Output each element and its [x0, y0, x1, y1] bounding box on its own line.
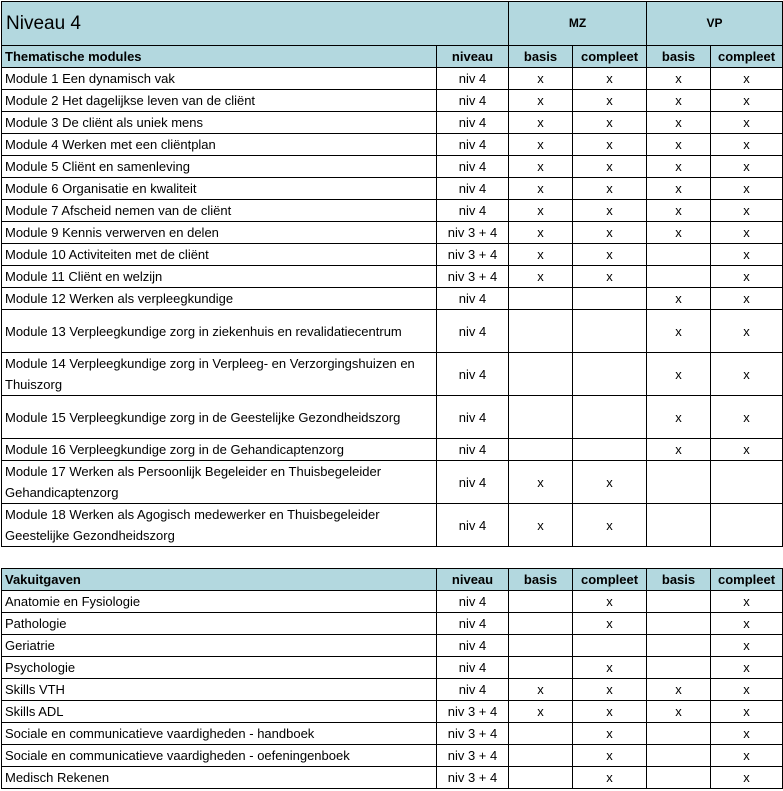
- row-name: Medisch Rekenen: [2, 767, 437, 789]
- row-name: Module 3 De cliënt als uniek mens: [2, 112, 437, 134]
- page-title: Niveau 4: [2, 2, 509, 46]
- row-vp-compleet-mark: x: [711, 353, 783, 396]
- row-mz-compleet-mark: [573, 396, 647, 439]
- row-name: Module 12 Werken als verpleegkundige: [2, 288, 437, 310]
- row-mz-compleet-mark: x: [573, 461, 647, 504]
- table-row: [2, 90, 783, 112]
- row-mz-compleet-mark: x: [573, 723, 647, 745]
- row-mz-compleet-mark: x: [573, 112, 647, 134]
- table-row: [2, 439, 783, 461]
- row-vp-basis-mark: [647, 657, 711, 679]
- row-niveau: niv 3 + 4: [437, 266, 509, 288]
- row-name: Anatomie en Fysiologie: [2, 591, 437, 613]
- table-row: [2, 723, 783, 745]
- row-vp-basis-mark: x: [647, 178, 711, 200]
- row-mz-compleet-mark: x: [573, 767, 647, 789]
- row-mz-compleet-mark: [573, 288, 647, 310]
- row-niveau: niv 3 + 4: [437, 745, 509, 767]
- row-mz-basis-mark: [509, 310, 573, 353]
- group-vp-header: VP: [647, 2, 783, 46]
- row-vp-compleet-mark: [711, 461, 783, 504]
- row-mz-compleet-mark: x: [573, 68, 647, 90]
- row-name: Skills VTH: [2, 679, 437, 701]
- row-name: Geriatrie: [2, 635, 437, 657]
- row-niveau: niv 3 + 4: [437, 222, 509, 244]
- row-mz-compleet-mark: [573, 310, 647, 353]
- row-niveau: niv 4: [437, 68, 509, 90]
- row-niveau: niv 4: [437, 200, 509, 222]
- row-vp-basis-mark: x: [647, 222, 711, 244]
- row-name: Module 18 Werken als Agogisch medewerker en Thuisbegeleider Geestelijke Gezondheidszorg: [2, 504, 437, 547]
- mz-compleet-column-header: compleet: [573, 569, 647, 591]
- section1-header-row: [2, 46, 783, 68]
- mz-basis-column-header: basis: [509, 46, 573, 68]
- table-row: [2, 178, 783, 200]
- table-row: [2, 244, 783, 266]
- row-niveau: niv 4: [437, 439, 509, 461]
- row-mz-basis-mark: [509, 657, 573, 679]
- row-mz-basis-mark: x: [509, 178, 573, 200]
- niveau-4-table: [1, 1, 783, 789]
- row-vp-compleet-mark: x: [711, 244, 783, 266]
- row-name: Module 7 Afscheid nemen van de cliënt: [2, 200, 437, 222]
- row-vp-compleet-mark: x: [711, 679, 783, 701]
- row-mz-basis-mark: x: [509, 68, 573, 90]
- row-mz-compleet-mark: x: [573, 613, 647, 635]
- table-row: [2, 504, 783, 547]
- row-vp-basis-mark: x: [647, 288, 711, 310]
- row-niveau: niv 4: [437, 90, 509, 112]
- row-niveau: niv 4: [437, 591, 509, 613]
- row-mz-basis-mark: x: [509, 134, 573, 156]
- section-spacer: [2, 547, 783, 569]
- row-vp-compleet-mark: x: [711, 68, 783, 90]
- row-mz-compleet-mark: x: [573, 701, 647, 723]
- row-vp-basis-mark: [647, 723, 711, 745]
- row-vp-basis-mark: x: [647, 353, 711, 396]
- row-mz-compleet-mark: x: [573, 679, 647, 701]
- table-row: [2, 200, 783, 222]
- row-vp-basis-mark: x: [647, 134, 711, 156]
- row-mz-basis-mark: [509, 591, 573, 613]
- spacer-cell: [2, 547, 783, 569]
- row-vp-basis-mark: [647, 266, 711, 288]
- row-name: Module 16 Verpleegkundige zorg in de Gehandicaptenzorg: [2, 439, 437, 461]
- table-row: [2, 635, 783, 657]
- table-row: [2, 657, 783, 679]
- row-vp-compleet-mark: x: [711, 266, 783, 288]
- row-name: Module 9 Kennis verwerven en delen: [2, 222, 437, 244]
- table-body: [2, 2, 783, 789]
- row-vp-compleet-mark: x: [711, 701, 783, 723]
- row-name: Module 10 Activiteiten met de cliënt: [2, 244, 437, 266]
- row-niveau: niv 4: [437, 613, 509, 635]
- row-vp-basis-mark: [647, 461, 711, 504]
- table-row: [2, 266, 783, 288]
- row-vp-compleet-mark: x: [711, 90, 783, 112]
- table-row: [2, 156, 783, 178]
- row-name: Skills ADL: [2, 701, 437, 723]
- row-mz-basis-mark: x: [509, 200, 573, 222]
- row-vp-basis-mark: x: [647, 200, 711, 222]
- row-vp-basis-mark: x: [647, 90, 711, 112]
- row-name: Psychologie: [2, 657, 437, 679]
- row-vp-compleet-mark: x: [711, 396, 783, 439]
- row-vp-basis-mark: x: [647, 679, 711, 701]
- row-mz-compleet-mark: [573, 635, 647, 657]
- row-niveau: niv 4: [437, 288, 509, 310]
- section2-header-row: [2, 569, 783, 591]
- section2-header: Vakuitgaven: [2, 569, 437, 591]
- row-name: Module 5 Cliënt en samenleving: [2, 156, 437, 178]
- table-row: [2, 613, 783, 635]
- row-mz-compleet-mark: x: [573, 178, 647, 200]
- row-mz-basis-mark: x: [509, 461, 573, 504]
- table-row: [2, 679, 783, 701]
- row-niveau: niv 3 + 4: [437, 723, 509, 745]
- row-mz-basis-mark: [509, 353, 573, 396]
- row-name: Module 11 Cliënt en welzijn: [2, 266, 437, 288]
- title-row: [2, 2, 783, 46]
- row-mz-basis-mark: x: [509, 156, 573, 178]
- row-vp-compleet-mark: x: [711, 635, 783, 657]
- table-row: [2, 745, 783, 767]
- row-vp-compleet-mark: x: [711, 723, 783, 745]
- row-mz-compleet-mark: x: [573, 591, 647, 613]
- row-name: Module 6 Organisatie en kwaliteit: [2, 178, 437, 200]
- row-vp-compleet-mark: x: [711, 288, 783, 310]
- table-row: [2, 461, 783, 504]
- vp-basis-column-header: basis: [647, 46, 711, 68]
- row-name: Sociale en communicatieve vaardigheden - oefeningenboek: [2, 745, 437, 767]
- mz-basis-column-header: basis: [509, 569, 573, 591]
- vp-compleet-column-header: compleet: [711, 46, 783, 68]
- row-mz-basis-mark: x: [509, 112, 573, 134]
- row-niveau: niv 4: [437, 396, 509, 439]
- table-row: [2, 222, 783, 244]
- table-row: [2, 68, 783, 90]
- table-row: [2, 288, 783, 310]
- row-vp-compleet-mark: x: [711, 178, 783, 200]
- row-vp-basis-mark: [647, 244, 711, 266]
- row-mz-basis-mark: x: [509, 701, 573, 723]
- vp-compleet-column-header: compleet: [711, 569, 783, 591]
- row-niveau: niv 3 + 4: [437, 244, 509, 266]
- row-vp-basis-mark: [647, 591, 711, 613]
- row-niveau: niv 4: [437, 112, 509, 134]
- row-mz-compleet-mark: [573, 439, 647, 461]
- table-row: [2, 112, 783, 134]
- row-mz-basis-mark: [509, 613, 573, 635]
- row-niveau: niv 4: [437, 156, 509, 178]
- row-name: Pathologie: [2, 613, 437, 635]
- row-name: Module 15 Verpleegkundige zorg in de Geestelijke Gezondheidszorg: [2, 396, 437, 439]
- row-vp-compleet-mark: x: [711, 112, 783, 134]
- niveau-column-header: niveau: [437, 569, 509, 591]
- row-mz-compleet-mark: x: [573, 222, 647, 244]
- row-mz-compleet-mark: x: [573, 134, 647, 156]
- row-vp-basis-mark: x: [647, 310, 711, 353]
- row-niveau: niv 3 + 4: [437, 767, 509, 789]
- row-vp-compleet-mark: x: [711, 134, 783, 156]
- row-vp-compleet-mark: x: [711, 591, 783, 613]
- row-vp-basis-mark: [647, 504, 711, 547]
- row-niveau: niv 4: [437, 134, 509, 156]
- row-vp-compleet-mark: x: [711, 745, 783, 767]
- row-mz-basis-mark: [509, 723, 573, 745]
- table-row: [2, 353, 783, 396]
- row-mz-basis-mark: x: [509, 679, 573, 701]
- row-mz-basis-mark: x: [509, 90, 573, 112]
- group-mz-header: MZ: [509, 2, 647, 46]
- table-row: [2, 701, 783, 723]
- table-row: [2, 591, 783, 613]
- row-mz-compleet-mark: x: [573, 90, 647, 112]
- row-vp-basis-mark: [647, 613, 711, 635]
- row-mz-compleet-mark: x: [573, 200, 647, 222]
- table-row: [2, 134, 783, 156]
- row-vp-basis-mark: x: [647, 156, 711, 178]
- row-name: Module 1 Een dynamisch vak: [2, 68, 437, 90]
- table-row: [2, 310, 783, 353]
- row-vp-compleet-mark: x: [711, 657, 783, 679]
- mz-compleet-column-header: compleet: [573, 46, 647, 68]
- row-mz-basis-mark: [509, 635, 573, 657]
- row-niveau: niv 4: [437, 635, 509, 657]
- row-vp-basis-mark: [647, 635, 711, 657]
- row-mz-compleet-mark: [573, 353, 647, 396]
- row-mz-basis-mark: [509, 396, 573, 439]
- row-mz-basis-mark: x: [509, 504, 573, 547]
- row-vp-basis-mark: x: [647, 439, 711, 461]
- row-mz-basis-mark: x: [509, 244, 573, 266]
- row-mz-compleet-mark: x: [573, 244, 647, 266]
- row-vp-basis-mark: x: [647, 112, 711, 134]
- row-vp-compleet-mark: x: [711, 200, 783, 222]
- row-niveau: niv 4: [437, 461, 509, 504]
- row-niveau: niv 3 + 4: [437, 701, 509, 723]
- row-vp-basis-mark: x: [647, 701, 711, 723]
- row-vp-basis-mark: x: [647, 396, 711, 439]
- row-mz-compleet-mark: x: [573, 156, 647, 178]
- row-name: Module 13 Verpleegkundige zorg in ziekenhuis en revalidatiecentrum: [2, 310, 437, 353]
- row-name: Module 2 Het dagelijkse leven van de cliënt: [2, 90, 437, 112]
- table-row: [2, 767, 783, 789]
- row-niveau: niv 4: [437, 310, 509, 353]
- vp-basis-column-header: basis: [647, 569, 711, 591]
- row-mz-compleet-mark: x: [573, 504, 647, 547]
- table-row: [2, 396, 783, 439]
- row-vp-compleet-mark: x: [711, 222, 783, 244]
- row-mz-compleet-mark: x: [573, 657, 647, 679]
- row-name: Module 4 Werken met een cliëntplan: [2, 134, 437, 156]
- row-name: Module 17 Werken als Persoonlijk Begeleider en Thuisbegeleider Gehandicaptenzorg: [2, 461, 437, 504]
- row-vp-basis-mark: [647, 767, 711, 789]
- row-vp-basis-mark: x: [647, 68, 711, 90]
- row-name: Module 14 Verpleegkundige zorg in Verpleeg- en Verzorgingshuizen en Thuiszorg: [2, 353, 437, 396]
- niveau-column-header: niveau: [437, 46, 509, 68]
- row-niveau: niv 4: [437, 353, 509, 396]
- row-niveau: niv 4: [437, 504, 509, 547]
- row-mz-basis-mark: [509, 745, 573, 767]
- row-niveau: niv 4: [437, 657, 509, 679]
- row-vp-compleet-mark: x: [711, 767, 783, 789]
- row-mz-basis-mark: x: [509, 222, 573, 244]
- row-niveau: niv 4: [437, 178, 509, 200]
- row-mz-basis-mark: x: [509, 266, 573, 288]
- row-vp-compleet-mark: x: [711, 439, 783, 461]
- row-mz-compleet-mark: x: [573, 745, 647, 767]
- row-mz-basis-mark: [509, 439, 573, 461]
- row-mz-basis-mark: [509, 767, 573, 789]
- row-vp-compleet-mark: x: [711, 310, 783, 353]
- row-mz-compleet-mark: x: [573, 266, 647, 288]
- row-vp-basis-mark: [647, 745, 711, 767]
- row-vp-compleet-mark: x: [711, 613, 783, 635]
- row-vp-compleet-mark: [711, 504, 783, 547]
- row-mz-basis-mark: [509, 288, 573, 310]
- row-vp-compleet-mark: x: [711, 156, 783, 178]
- row-niveau: niv 4: [437, 679, 509, 701]
- row-name: Sociale en communicatieve vaardigheden - handboek: [2, 723, 437, 745]
- section1-header: Thematische modules: [2, 46, 437, 68]
